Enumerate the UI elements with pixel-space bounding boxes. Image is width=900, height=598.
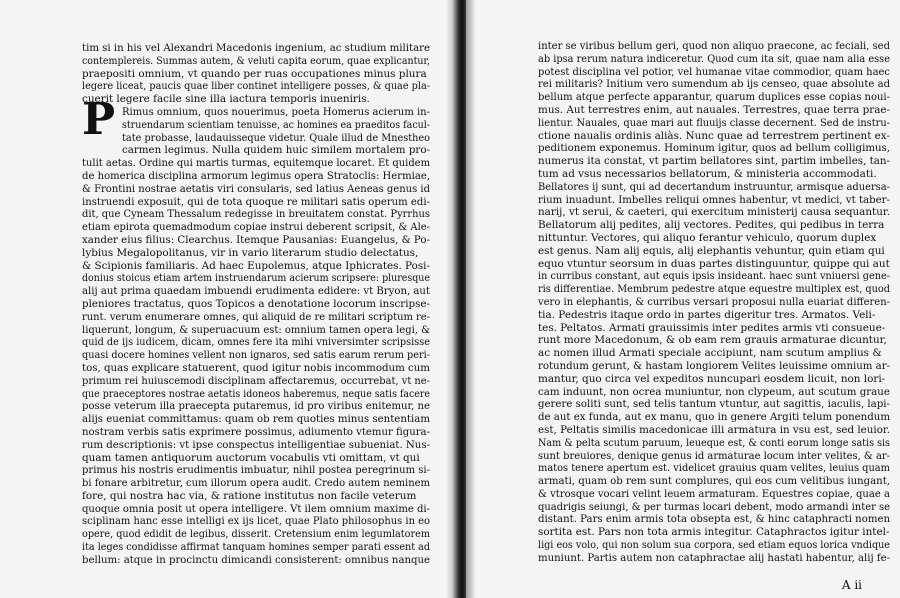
text-line: primum rei huiuscemodi disciplinam affectaremus, occurrebat, vt ne- (82, 374, 430, 387)
text-line: quadrigis seiungi, & per turmas locari debent, modo armandi inter se (538, 500, 890, 513)
text-line: que praeceptores nostrae aetatis idoneos haberemus, neque satis facere (82, 387, 430, 400)
text-line: & vtrosque vocari velint leuem armaturam. Equestres copiae, quae a (538, 487, 890, 500)
text-line: praepositi omnium, vt quando per ruas occupationes minus plura (82, 67, 427, 80)
text-line: quasi docere homines vellent non ignaros, sed satis earum rerum peri- (82, 349, 430, 362)
text-line: de homerica disciplina armorum legimus opera Stratoclis: Hermiae, (82, 169, 430, 182)
text-line: carmen legimus. Nulla quidem huic similem mortalem pro- (122, 144, 430, 157)
text-line: Bellatores ij sunt, qui ad decertandum instruuntur, armisque aduersa- (538, 180, 890, 193)
text-line: etiam epirota quemadmodum copiae instrui deberent scripsit, & Ale- (82, 221, 430, 234)
text-line: rium inuadunt. Imbelles reliqui omnes habentur, vt medici, vt taber- (538, 193, 890, 206)
text-line: tos, quas explicare statuerent, quod igitur nobis incommodum cum (82, 361, 430, 374)
text-line: nostram verbis satis exprimere possimus, adiumento vtemur figura- (82, 425, 430, 438)
text-line: quid de ijs iudicem, dicam, omnes fere ita mihi vniversimter scripsisse (82, 336, 430, 349)
gutter-shadow (466, 0, 476, 598)
text-line: tim si in his vel Alexandri Macedonis ingenium, ac studium militare (82, 42, 430, 54)
signature-mark: A ii (841, 578, 862, 592)
text-line: dit, que Cyneam Thessalum redegisse in breuitatem constat. Pyrrhus (82, 208, 430, 221)
text-line: Rimus omnium, quos nouerimus, poeta Homerus acierum in- (122, 105, 430, 118)
text-line: tum ad vsus necessarios bellatorum, & ministeria accommodati. (538, 167, 877, 180)
text-line: alij aut prima quaedam imbuendi erudimenta edidere: vt Bryon, aut (82, 285, 430, 298)
text-line: tulit aetas. Ordine qui martis turmas, equitemque locaret. Et quidem (82, 157, 430, 170)
text-line: muniunt. Partis autem non cataphractae alij hastati habentur, alij fe- (538, 551, 890, 564)
text-line: struendarum scientiam tenuisse, ac homines ea praeditos facul- (122, 118, 430, 131)
right-page (466, 0, 900, 598)
text-line: ac nomen illud Armati speciale accipiunt, nam scutum amplius & (538, 347, 882, 360)
text-line: sunt breuiores, denique genus id armaturae locum inter velites, & ar- (538, 449, 890, 462)
text-line: bi fonare arbitretur, cum illorum opera audit. Credo autem neminem (82, 477, 430, 490)
text-line: cam induunt, non ocrea muniuntur, non clypeum, aut scutum graue (538, 385, 890, 398)
text-line: tes. Peltatos. Armati grauissimis inter pedites armis vti consueue- (538, 321, 886, 334)
text-line: ita leges condidisse affirmat tanquam homines semper parati essent ad (82, 541, 430, 554)
text-line: ctione naualis ordinis aliàs. Nunc quae ad terrestrem pertinent ex- (538, 129, 890, 142)
text-line: bellum atque perfecte apparantur, quarum duplices esse copias noui- (538, 91, 890, 104)
text-line: pleniores tractatus, quos Topicos a denotatione locorum inscripse- (82, 297, 430, 310)
text-line: posse veterum illa praecepta putaremus, id pro viribus enitemur, ne (82, 400, 430, 413)
text-line: numerus ita constat, vt partim bellatores sint, partim imbelles, tan- (538, 155, 890, 168)
text-line: alijs eueniat committamus: quam ob rem quoties minus sententiam (82, 413, 430, 426)
text-line: Bellatorum alij pedites, alij vectores. Pedites, qui pedibus in terra (538, 219, 885, 232)
text-line: & Scipionis familiaris. Ad haec Eupolemus, atque Iphicrates. Posi- (82, 259, 430, 272)
text-line: contemplereis. Summas autem, & veluti capita eorum, quae explicantur, (82, 54, 430, 67)
text-line: Nam & pelta scutum paruum, leueque est, & conti eorum longe satis sis (538, 436, 890, 449)
text-line: potest disciplina vel potior, vel humanae vitae commodior, quam haec (538, 65, 890, 78)
text-line: est genus. Nam alij equis, alij elephantis vehuntur, quin etiam qui (538, 244, 885, 257)
text-line: runt. verum enumerare omnes, qui aliquid de re militari scriptum re- (82, 310, 430, 323)
text-line: tate probasse, laudauisseque videtur. Quale illud de Mnestheo (122, 131, 430, 144)
text-line: tia. Pedestris itaque ordo in partes digeritur tres. Armatos. Veli- (538, 308, 876, 321)
text-line: in curribus constant, aut equis ipsis insideant. haec sunt vniuersi gene- (538, 270, 890, 283)
text-line: quam tamen antiquorum auctorum vocabulis vti omittam, vt qui (82, 451, 420, 464)
text-line: opere, quod edidit de legibus, disserit. Cretensium enim legumlatorem (82, 528, 430, 541)
text-line: armati, quam ob rem sunt complures, qui eos cum velitibus iungant, (538, 475, 890, 488)
text-line: est, Peltatis similis macedonicae illi armatura in vsu est, sed leuior. (538, 423, 890, 436)
text-line: quoque omnia posit ut opera intelligere. Vt ilem omnium maxime di- (82, 502, 430, 515)
text-line: peditionem exponemus. Hominum igitur, quos ad bellum colligimus, (538, 142, 890, 155)
text-line: nittuntur. Vectores, qui aliquo ferantur vehiculo, quorum duplex (538, 231, 877, 244)
text-line: ligi eos volo, qui non solum sua corpora, sed etiam equos lorica vndique (538, 539, 890, 552)
text-line: equo vtuntur seorsum in duas partes distinguuntur, quippe qui aut (538, 257, 890, 270)
text-line: sciplinam hanc esse intelligi ex ijs licet, quae Plato philosophus in eo (82, 515, 430, 528)
text-line: lybius Megalopolitanus, vir in vario literarum studio delectatus, (82, 246, 419, 259)
drop-cap-initial: P (82, 94, 116, 145)
text-line: mantur, quo circa vel expeditos nuncupari eosdem licuit, non lori- (538, 372, 886, 385)
text-line: fore, qui nostra hac via, & ratione institutus non facile veterum (82, 489, 417, 502)
text-line: liquerunt, longum, & superuacuum est: omnium tamen opera legi, & (82, 323, 430, 336)
text-line: bellum: atque in procinctu dimicandi consisterent: omnibus nanque (82, 553, 430, 566)
text-line: xander eius filius: Clearchus. Itemque Pausanias: Euangelus, & Po- (82, 233, 430, 246)
text-line: rotundum gerunt, & hastam longiorem Velites leuissime omnium ar- (538, 359, 890, 372)
text-line: lientur. Nauales, quae mari aut fluuijs classe decernent. Sed de instru- (538, 116, 890, 129)
text-line: donius stoicus etiam artem instruendarum acierum scripsere: pluresque (82, 272, 430, 285)
text-line: & Frontini nostrae aetatis viri consularis, sed latius Aeneas genus id (82, 182, 430, 195)
text-line: legere liceat, paucis quae liber continet intelligere posses, & quae pla- (82, 80, 430, 93)
text-line: narij, vt serui, & caeteri, qui exercitum ministerij causa sequantur. (538, 206, 890, 219)
text-line: rum descriptionis: vt ipse conspectus intelligentiae subueniat. Nus- (82, 438, 430, 451)
text-line: vero in elephantis, & curribus versari proposui nulla euariat differen- (538, 295, 890, 308)
text-line: sortita est. Pars non tota armis integitur. Cataphractos igitur intel- (538, 526, 890, 539)
text-line: rei militaris? Initium vero sumendum ab ijs censeo, quae absolute ad (538, 78, 890, 91)
text-line: ab ipsa rerum natura indiceretur. Quod cum ita sit, quae nam alia esse (538, 52, 890, 65)
text-line: distant. Pars enim armis tota obsepta est, & hinc cataphracti nomen (538, 513, 890, 526)
text-line: ris differentiae. Membrum pedestre atque equestre multiplex est, quod (538, 283, 890, 296)
text-line: gerere soliti sunt, sed telis tantum vtuntur, aut sagittis, iaculis, lapi- (538, 398, 890, 411)
text-line: de aut ex funda, aut ex manu, quo in genere Argiti telum ponendum (538, 411, 890, 424)
left-page-text (82, 42, 430, 567)
text-line: mus. Aut terrestres enim, aut nauales. Terrestres, quae terra prae- (538, 103, 890, 116)
text-line: matos tenere apertum est. videlicet grauius quam velites, leuius quam (538, 462, 890, 475)
text-line: cuerit legere facile sine illa iactura temporis inueniris. (82, 93, 370, 106)
text-line: instruendi exposuit, qui de tota quoque re militari satis operum edi- (82, 195, 430, 208)
text-line: primus his nostris erudimentis imbuatur, nihil postea peregrinum si- (82, 464, 430, 477)
text-line: runt more Macedonum, & ob eam rem grauis armaturae dicuntur, (538, 334, 887, 347)
text-line: inter se viribus bellum geri, quod non aliquo praecone, ac feciali, sed (538, 40, 890, 52)
right-page-text (538, 40, 890, 565)
